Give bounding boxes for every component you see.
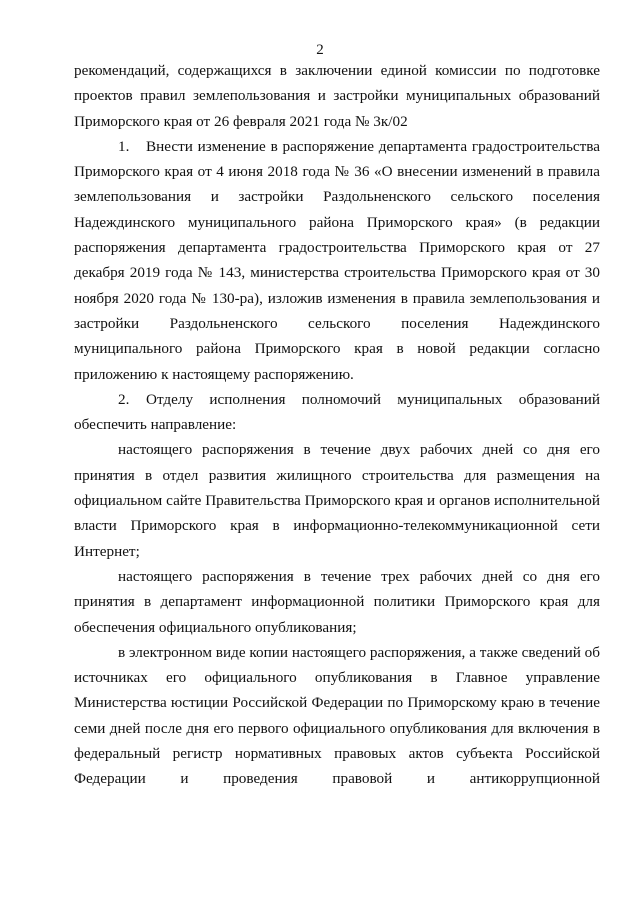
paragraph-subitem-publication: [74, 564, 600, 640]
paragraph-text: настоящего распоряжения в течение трех рабочих дней со дня его принятия в департамент информационной политики Приморского края для обеспечения официального опубликования;: [74, 567, 600, 636]
paragraph-subitem-website: [74, 437, 600, 563]
document-body: [74, 58, 600, 792]
paragraph-text: Отделу исполнения полномочий муниципальных образований обеспечить направление:: [74, 390, 600, 434]
paragraph-text: в электронном виде копии настоящего распоряжения, а также сведений об источниках его официального опубликования в Главное управление Министерства юстиции Российской Федерации по Приморскому краю в течение семи дней после дня его первого официального опубликования для включения в федеральный регистр нормативных правовых актов субъекта Российской Федерации и проведения правовой и антикоррупционной: [74, 643, 600, 788]
paragraph-text: настоящего распоряжения в течение двух рабочих дней со дня его принятия в отдел развития жилищного строительства для размещения на официальном сайте Правительства Приморского края и органов исполнительной власти Приморского края в информационно-телекоммуникационной сети Интернет;: [74, 441, 600, 560]
page-number: 2: [316, 42, 324, 58]
paragraph-text: рекомендаций, содержащихся в заключении единой комиссии по подготовке проектов правил землепользования и застройки муниципальных образований Приморского края от 26 февраля 2021 года № 3к/02: [74, 62, 600, 130]
item-number: 2.: [118, 390, 130, 408]
item-number: 1.: [118, 137, 130, 155]
paragraph-intro: [74, 58, 600, 134]
paragraph-item-2: [74, 387, 600, 438]
paragraph-subitem-registry: [74, 640, 600, 792]
paragraph-text: Внести изменение в распоряжение департамента градостроительства Приморского края от 4 июня 2018 года № 36 «О внесении изменений в правила землепользования и застройки Раздольненского сельского поселения Надеждинского муниципального района Приморского края» (в редакции распоряжения департамента градостроительства Приморского края от 27 декабря 2019 года № 143, министерства строительства Приморского края от 30 ноября 2020 года № 130-ра), изложив изменения в правила землепользования и застройки Раздольненского сельского поселения Надеждинского муниципального района Приморского края в новой редакции согласно приложению к настоящему распоряжению.: [74, 137, 600, 383]
paragraph-item-1: [74, 134, 600, 387]
